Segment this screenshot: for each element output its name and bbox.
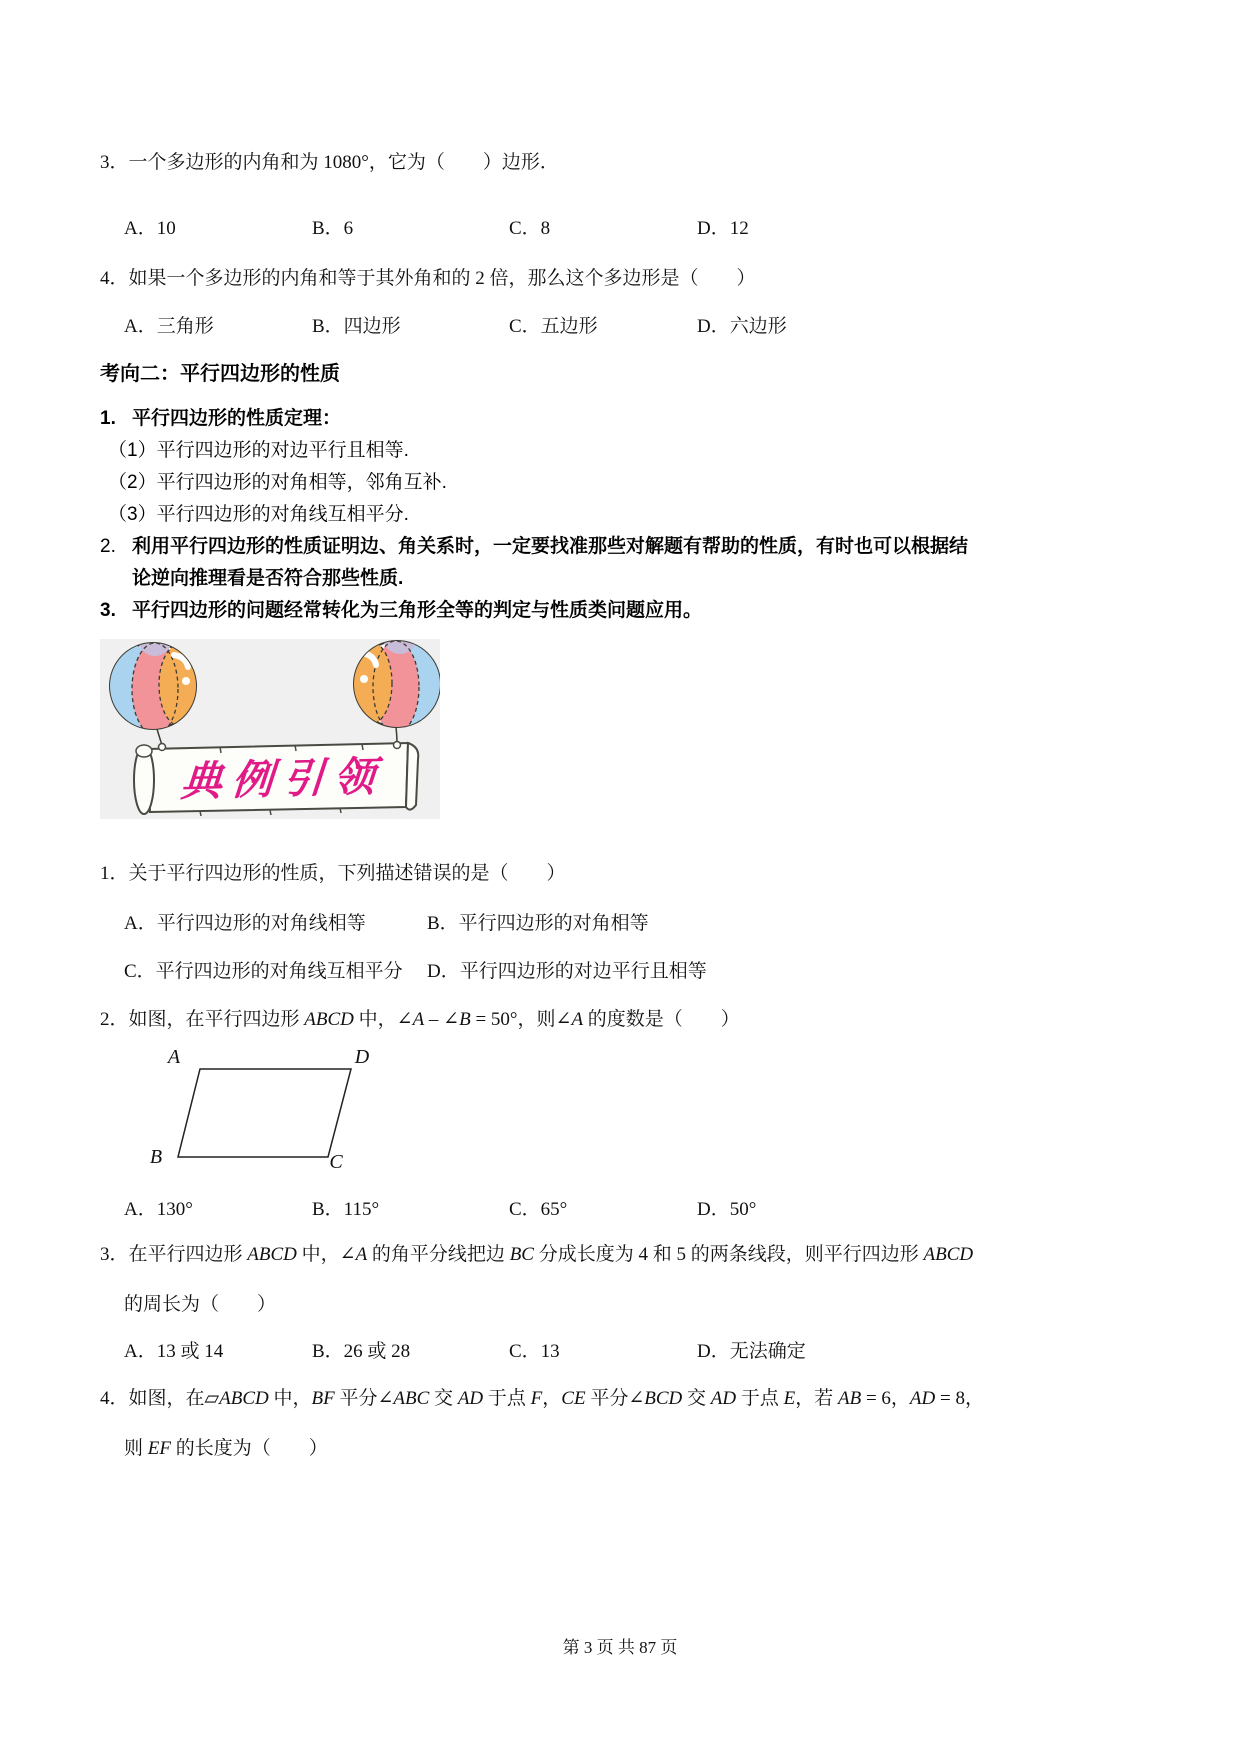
option-b: B．平行四边形的对角相等 [427,913,649,934]
option-a: A．平行四边形的对角线相等 [124,913,366,934]
option-b: B．26 或 28 [312,1341,411,1362]
parallelogram-figure [130,1041,1012,1169]
line-2: 论逆向推理看是否符合那些性质. [132,568,404,589]
property-item-3: （3）平行四边形的对角线互相平分. [108,504,409,525]
option-d: D．六边形 [697,316,787,337]
question-4-options [100,312,1012,342]
option-c: C．65° [509,1199,568,1220]
option-c: C．13 [509,1341,560,1362]
example-2-options [100,1195,1012,1225]
property-item-1: （1）平行四边形的对边平行且相等. [108,440,409,461]
example-4-line-2 [100,1434,1012,1464]
knowledge-point-3-text: 平行四边形的问题经常转化为三角形全等的判定与性质类问题应用。 [132,600,703,621]
example-2 [100,1005,1012,1035]
example-3 [100,1240,1012,1270]
vertex-label-d: D [354,1046,370,1068]
option-a: A．13 或 14 [124,1341,224,1362]
list-marker: 3. [100,600,116,621]
knowledge-point-2 [100,531,1012,595]
beach-ball-icon [350,639,440,733]
question-text-line-1: 在平行四边形 ABCD 中，∠A 的角平分线把边 BC 分成长度为 4 和 5 的两条线段，则平行四边形 ABCD [128,1244,974,1265]
example-3-line-2 [100,1290,1012,1320]
beach-ball-icon [101,639,201,735]
banner-title: 典例引领 [179,753,387,805]
question-number: 3． [100,1244,129,1265]
question-4 [100,264,1012,294]
vertex-label-a: A [167,1046,181,1068]
page-footer: 第 3 页 共 87 页 [562,1638,678,1657]
string-knot [394,742,401,749]
example-1-options-row-2 [100,957,1012,987]
option-a: A．130° [124,1199,193,1220]
option-d: D．无法确定 [697,1341,806,1362]
example-3-options [100,1337,1012,1367]
question-number: 3． [100,152,129,173]
knowledge-point-1-title: 平行四边形的性质定理： [132,408,342,429]
option-c: C．8 [509,218,551,239]
line-1: 利用平行四边形的性质证明边、角关系时，一定要找准那些对解题有帮助的性质，有时也可以根据结 [132,536,969,557]
question-number: 4． [100,1388,129,1409]
example-1-options-row-1 [100,909,1012,939]
option-d: D．12 [697,218,749,239]
option-c: C．平行四边形的对角线互相平分 [124,961,403,982]
option-a: A．10 [124,218,176,239]
balloon-string [157,729,162,745]
example-4 [100,1384,1012,1414]
example-1 [100,859,1012,889]
question-text: 一个多边形的内角和为 1080°，它为（ ）边形． [128,152,559,173]
knowledge-point-1 [100,403,1012,435]
option-d: D．50° [697,1199,757,1220]
question-number: 4． [100,268,129,289]
question-3 [100,148,1012,178]
parallelogram-svg [130,1041,380,1169]
question-text-line-2: 则 EF 的长度为（ ） [124,1438,328,1459]
knowledge-point-3 [100,595,1012,627]
question-number: 1． [100,863,129,884]
question-text-line-1: 如图，在▱ABCD 中，BF 平分∠ABC 交 AD 于点 F，CE 平分∠BCD 交 AD 于点 E，若 AB = 6，AD = 8， [128,1388,984,1409]
balloon-string [396,727,397,743]
option-d: D．平行四边形的对边平行且相等 [427,961,707,982]
question-number: 2． [100,1009,129,1030]
option-b: B．四边形 [312,316,401,337]
question-3-options [100,214,1012,244]
list-marker: 2. [100,536,116,557]
knowledge-point-2-text [132,531,968,595]
option-c: C．五边形 [509,316,598,337]
option-b: B．115° [312,1199,380,1220]
vertex-label-b: B [149,1146,163,1168]
string-knot [159,744,166,751]
question-text-line-2: 的周长为（ ） [124,1294,277,1315]
option-a: A．三角形 [124,316,214,337]
banner-illustration [100,639,440,819]
section-heading: 考向二：平行四边形的性质 [100,363,340,385]
parallelogram-outline [178,1069,351,1157]
question-text: 关于平行四边形的性质，下列描述错误的是（ ） [128,863,566,884]
list-marker: 1. [100,408,116,429]
page-content [100,0,1012,1464]
question-text: 如果一个多边形的内角和等于其外角和的 2 倍，那么这个多边形是（ ） [128,268,756,289]
option-b: B．6 [312,218,354,239]
question-text: 如图，在平行四边形 ABCD 中，∠A – ∠B = 50°，则∠A 的度数是（ ） [128,1009,740,1030]
property-item-2: （2）平行四边形的对角相等，邻角互补. [108,472,447,493]
vertex-label-c: C [329,1151,343,1169]
